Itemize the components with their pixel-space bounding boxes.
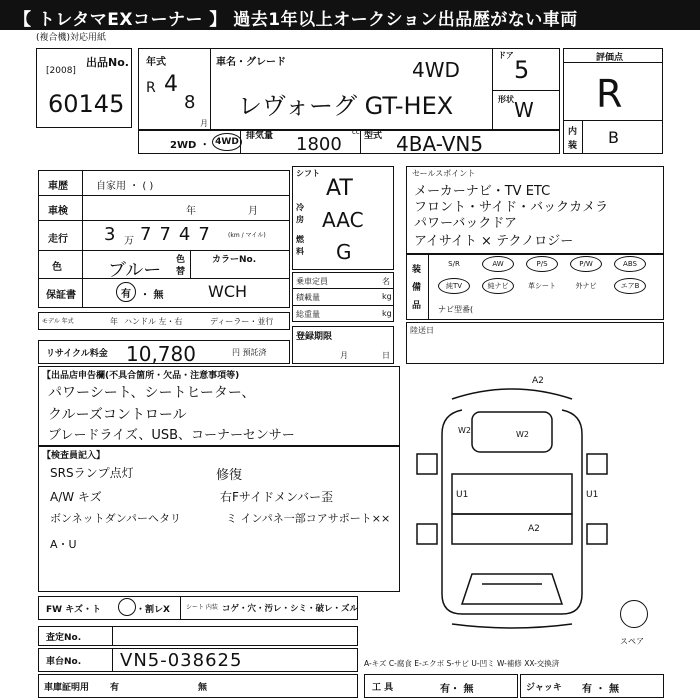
fw-ware: [118, 598, 136, 616]
legend: A-キズ C-腐食 E-エクボ S-サビ U-凹ミ W-補修 XX-交換済: [364, 659, 560, 668]
interior-value: B: [608, 128, 619, 147]
capacity-label: 乗車定員: [296, 277, 328, 286]
fuel-value: G: [336, 240, 352, 264]
mileage-man: 万: [124, 236, 134, 247]
shift-value: AT: [326, 176, 353, 201]
chassis-label: 車台No.: [46, 657, 82, 667]
interior-label-1: 内: [568, 127, 578, 137]
shift-label: シフト: [296, 169, 320, 178]
diag-mark-w2-center: W2: [516, 430, 529, 439]
equip-sr: S/R: [448, 260, 460, 268]
year-era: R: [146, 80, 156, 96]
inspection-year: 年: [186, 206, 196, 217]
drive-selected: 4WD: [212, 133, 242, 151]
recycle-label: リサイクル料金: [46, 349, 108, 359]
history-value: 自家用 ・ ( ): [96, 181, 154, 192]
model-year-suffix: 年: [110, 317, 118, 326]
sales-line-3: パワーバックドア: [414, 216, 517, 231]
inspector-left-3: ボンネットダンパーヘタリ: [50, 512, 182, 525]
seller-label: 【出品店申告欄(不具合箇所・欠品・注意事項等): [42, 371, 240, 381]
color-no-label: カラーNo.: [212, 255, 257, 265]
sales-line-2: フロント・サイド・バックカメラ: [414, 200, 609, 215]
arrival-box: [406, 322, 664, 364]
seat-label: シート 内装: [186, 604, 218, 611]
year-value: 4: [164, 72, 178, 97]
seller-line-3: ブレードライズ、USB、コーナーセンサー: [48, 428, 295, 443]
diag-mark-w2-left: W2: [458, 426, 471, 435]
seal-label: 査定No.: [46, 633, 82, 643]
inspector-left-1: SRSランプ点灯: [50, 466, 134, 480]
diag-mark-u1-left: U1: [456, 490, 469, 500]
seat-rest: コゲ・穴・汚レ・シミ・破レ・ズル: [222, 604, 359, 614]
sales-line-1: メーカーナビ・TV ETC: [414, 184, 551, 199]
color-label: 色: [52, 262, 62, 273]
mileage-label: 走行: [48, 234, 68, 245]
score-label: 評価点: [596, 53, 624, 63]
drive-note: 4WD: [412, 58, 460, 82]
model-label: 型式: [364, 131, 383, 141]
handle-label: ハンドル 左・右: [124, 317, 183, 326]
capacity-unit: 名: [382, 277, 390, 286]
header-title: 【 トレタマEXコーナー 】 過去1年以上オークション出品歴がない車両: [14, 10, 578, 30]
fw-rest: ・割レX: [136, 605, 170, 615]
jack-label: ジャッキ: [526, 683, 562, 693]
color-value: ブルー: [108, 260, 162, 281]
car-damage-diagram: [412, 374, 612, 632]
equip-airbag: エアB: [614, 278, 646, 294]
equip-pw: P/W: [570, 256, 602, 272]
year-label: 年式: [146, 57, 166, 68]
model-year-label: モデル 年式: [42, 318, 74, 325]
equip-navi: 純ナビ: [482, 278, 514, 294]
vehicle-name: レヴォーグ GT-HEX: [238, 92, 454, 120]
inspector-right-2: 右Fサイドメンバー歪: [220, 490, 334, 504]
displacement-value: 1800: [296, 134, 342, 155]
equipment-label-3: 品: [412, 301, 422, 311]
mileage-unit: (km / マイル): [228, 232, 266, 239]
warranty-no: ・ 無: [140, 290, 164, 301]
year-month: 8: [184, 92, 196, 113]
fw-label: FW キズ・ト: [46, 605, 102, 615]
seller-line-2: クルーズコントロール: [48, 407, 187, 423]
register-label: 登録期限: [296, 332, 333, 342]
arrival-label: 陸送日: [410, 326, 434, 335]
equip-ext-navi: 外ナビ: [575, 282, 597, 290]
warranty-yes: 有: [116, 282, 136, 302]
tools-label: 工 具: [372, 683, 394, 693]
shape-label: 形状: [498, 95, 514, 104]
sales-line-4: アイサイト × テクノロジー: [414, 234, 574, 249]
sales-label: セールスポイント: [412, 169, 476, 178]
fuel-label-2: 料: [296, 247, 304, 256]
diag-mark-u1-right: U1: [586, 490, 599, 500]
inspector-right-3: ミ インパネ一部コアサポート××: [226, 512, 391, 525]
chassis-value: VN5-038625: [120, 650, 243, 671]
register-month: 月: [340, 351, 348, 360]
year-month-suffix: 月: [200, 119, 208, 128]
equipment-label-2: 備: [412, 283, 422, 293]
load-label: 積載量: [296, 293, 320, 302]
inspector-left-4: A・U: [50, 538, 77, 551]
name-label: 車名・グレード: [216, 57, 286, 68]
cert-no: 無: [198, 683, 208, 693]
ac-label-2: 房: [296, 215, 304, 224]
lot-label: 出品No.: [86, 56, 129, 69]
jack-value: 有 ・ 無: [582, 684, 619, 695]
mileage-man-value: 3: [104, 224, 116, 245]
fuel-label-1: 燃: [296, 235, 304, 244]
history-label: 車歴: [48, 181, 68, 192]
drive-options: 2WD ・: [170, 140, 210, 151]
tools-value: 有・ 無: [440, 684, 474, 695]
diag-mark-a2-top: A2: [532, 376, 544, 386]
color-change-2: 替: [176, 267, 186, 277]
equip-tv: 純TV: [438, 278, 470, 294]
inspection-label: 車検: [48, 206, 68, 217]
lot-year-tag: [2008]: [46, 66, 76, 76]
dealer-label: ディーラー・並行: [210, 317, 274, 326]
equip-aw: AW: [482, 256, 514, 272]
register-day: 日: [382, 351, 390, 360]
seal-row: [38, 626, 358, 646]
ac-label-1: 冷: [296, 203, 304, 212]
load-unit: kg: [382, 292, 392, 301]
cert-yes: 有: [110, 683, 120, 693]
recycle-value: 10,780: [126, 342, 196, 366]
seller-line-1: パワーシート、シートヒーター、: [48, 385, 256, 401]
inspector-left-2: A/W キズ: [50, 490, 102, 504]
displacement-cc: cc: [352, 128, 360, 136]
equipment-label-1: 装: [412, 265, 422, 275]
color-no-value: WCH: [208, 282, 248, 301]
inspector-right-1: 修復: [216, 468, 243, 483]
doors-value: 5: [514, 56, 530, 84]
mileage-rest: 7747: [140, 224, 218, 245]
total-unit: kg: [382, 309, 392, 318]
color-change-1: 色: [176, 255, 186, 265]
equip-seat: 革シート: [528, 282, 556, 290]
recycle-unit: 円 預託済: [232, 348, 267, 357]
equip-ps: P/S: [526, 256, 558, 272]
lot-number: 60145: [48, 90, 125, 118]
cert-label: 車庫証明用: [44, 683, 90, 693]
doors-label: ドア: [498, 51, 514, 60]
inspection-month: 月: [248, 206, 258, 217]
ac-value: AAC: [322, 208, 364, 232]
shape-value: W: [514, 98, 534, 122]
displacement-label: 排気量: [246, 131, 274, 141]
spare-label: スペア: [620, 637, 644, 646]
inspector-label: 【検査員記入】: [42, 451, 106, 461]
total-label: 総重量: [296, 310, 320, 319]
score-value: R: [596, 72, 623, 116]
warranty-label: 保証書: [46, 290, 76, 301]
spare-tire: [620, 600, 648, 628]
model-value: 4BA-VN5: [396, 132, 484, 156]
navi-model-label: ナビ型番(: [438, 305, 474, 314]
equip-abs: ABS: [614, 256, 646, 272]
header-subtitle: (複合機)対応用紙: [36, 33, 107, 43]
diag-mark-a2-bottom: A2: [528, 524, 540, 534]
interior-label-2: 装: [568, 141, 578, 151]
